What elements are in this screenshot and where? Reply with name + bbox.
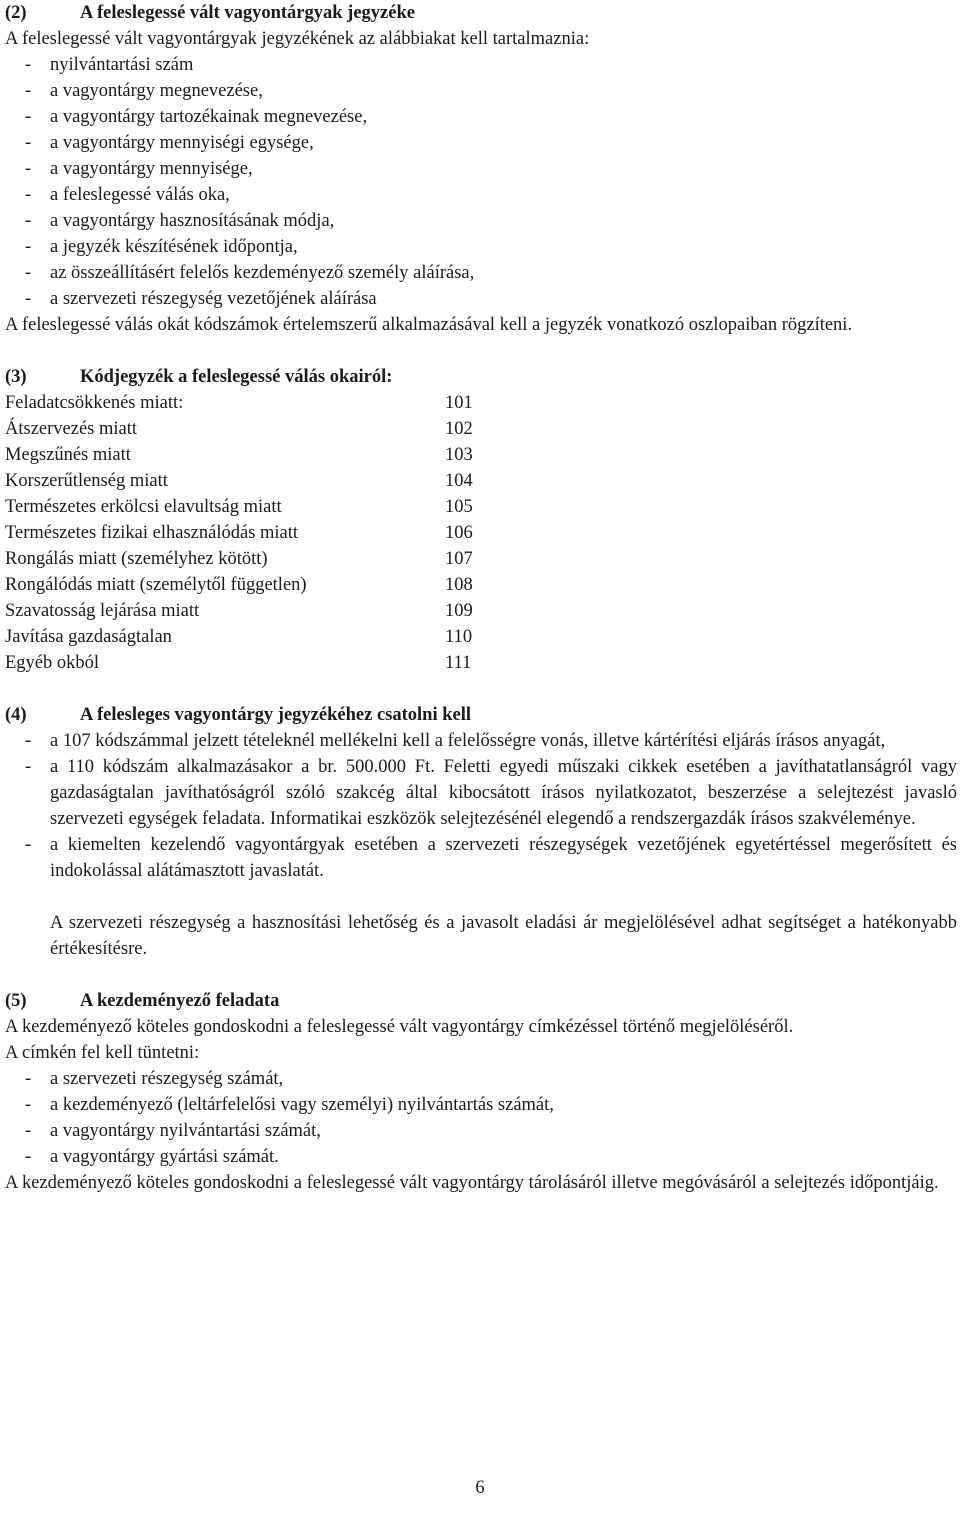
list-item: - a vagyontárgy tartozékainak megnevezése, <box>25 107 368 127</box>
list-item: - a vagyontárgy gyártási számát. <box>25 1147 279 1167</box>
code-row: Rongálás miatt (személyhez kötött) 107 <box>5 549 473 569</box>
section-3-heading <box>5 364 957 390</box>
code-row: Természetes fizikai elhasználódás miatt 106 <box>5 523 473 543</box>
section-title: Kódjegyzék a feleslegessé válás okairól: <box>80 367 393 387</box>
list-item: - a vagyontárgy hasznosításának módja, <box>25 211 335 231</box>
section-4-heading <box>5 702 957 728</box>
list-item: - a vagyontárgy mennyisége, <box>25 159 253 179</box>
code-row: Javítása gazdaságtalan 110 <box>5 627 473 647</box>
list-item: - a 110 kódszám alkalmazásakor a br. 500.000 Ft. Feletti egyedi műszaki cikkek esetében a javíthatatlanságról vagy gazdaságtalan javíthatóságról szóló szakcég által kibocsátott írásos nyilatkozatot, beszerzése a selejtezést javasló szervezeti egységek feladata. Informatikai eszközök selejtezésénél elegendő a rendszergazdák írásos szakvéleménye. <box>25 757 957 829</box>
section-5-para-2: A címkén fel kell tüntetni: <box>5 1043 200 1063</box>
code-row: Szavatosság lejárása miatt 109 <box>5 601 473 621</box>
section-title: A feleslegessé vált vagyontárgyak jegyzéke <box>80 3 415 23</box>
list-item: - az összeállításért felelős kezdeményező személy aláírása, <box>25 263 475 283</box>
section-title: A kezdeményező feladata <box>80 991 280 1011</box>
section-number: (4) <box>5 705 27 725</box>
code-row: Rongálódás miatt (személytől független) 108 <box>5 575 473 595</box>
section-2-list <box>5 52 957 312</box>
section-number: (2) <box>5 3 27 23</box>
section-4-note: A szervezeti részegység a hasznosítási lehetőség és a javasolt eladási ár megjelölésével adhat segítséget a hatékonyabb értékesítésre. <box>50 913 957 959</box>
list-item: - a vagyontárgy mennyiségi egysége, <box>25 133 314 153</box>
code-list <box>5 390 957 676</box>
section-2-intro: A feleslegessé vált vagyontárgyak jegyzékének az alábbiakat kell tartalmaznia: <box>5 29 590 49</box>
list-item: - a vagyontárgy nyilvántartási számát, <box>25 1121 321 1141</box>
list-item: - nyilvántartási szám <box>25 55 194 75</box>
list-item: - a szervezeti részegység számát, <box>25 1069 284 1089</box>
section-title: A felesleges vagyontárgy jegyzékéhez csatolni kell <box>80 705 471 725</box>
code-row: Megszűnés miatt 103 <box>5 445 473 465</box>
section-4-list <box>5 728 957 884</box>
page-number: 6 <box>475 1478 485 1498</box>
document-page <box>5 0 957 1196</box>
code-row: Korszerűtlenség miatt 104 <box>5 471 473 491</box>
section-number: (3) <box>5 367 27 387</box>
section-2-outro: A feleslegessé válás okát kódszámok értelemszerű alkalmazásával kell a jegyzék vonatkozó oszlopaiban rögzíteni. <box>5 315 853 335</box>
code-row: Átszervezés miatt 102 <box>5 419 473 439</box>
list-item: - a szervezeti részegység vezetőjének aláírása <box>25 289 377 309</box>
code-row: Feladatcsökkenés miatt: 101 <box>5 393 473 413</box>
list-item: - a vagyontárgy megnevezése, <box>25 81 263 101</box>
section-number: (5) <box>5 991 27 1011</box>
section-5-list <box>5 1066 957 1170</box>
section-2-heading <box>5 0 957 26</box>
list-item: - a kezdeményező (leltárfelelősi vagy személyi) nyilvántartás számát, <box>25 1095 554 1115</box>
list-item: - a 107 kódszámmal jelzett tételeknél mellékelni kell a felelősségre vonás, illetve kártérítési eljárás írásos anyagát, <box>25 731 886 751</box>
code-row: Egyéb okból 111 <box>5 653 472 673</box>
section-5-para-1: A kezdeményező köteles gondoskodni a feleslegessé vált vagyontárgy címkézéssel történő megjelöléséről. <box>5 1017 794 1037</box>
list-item: - a jegyzék készítésének időpontja, <box>25 237 298 257</box>
section-5-heading <box>5 988 957 1014</box>
list-item: - a kiemelten kezelendő vagyontárgyak esetében a szervezeti részegységek vezetőjének egyetértéssel megerősített és indokolással alátámasztott javaslatát. <box>25 835 957 881</box>
code-row: Természetes erkölcsi elavultság miatt 105 <box>5 497 473 517</box>
section-5-para-3: A kezdeményező köteles gondoskodni a feleslegessé vált vagyontárgy tárolásáról illetve megóvásáról a selejtezés időpontjáig. <box>5 1173 939 1193</box>
list-item: - a feleslegessé válás oka, <box>25 185 230 205</box>
